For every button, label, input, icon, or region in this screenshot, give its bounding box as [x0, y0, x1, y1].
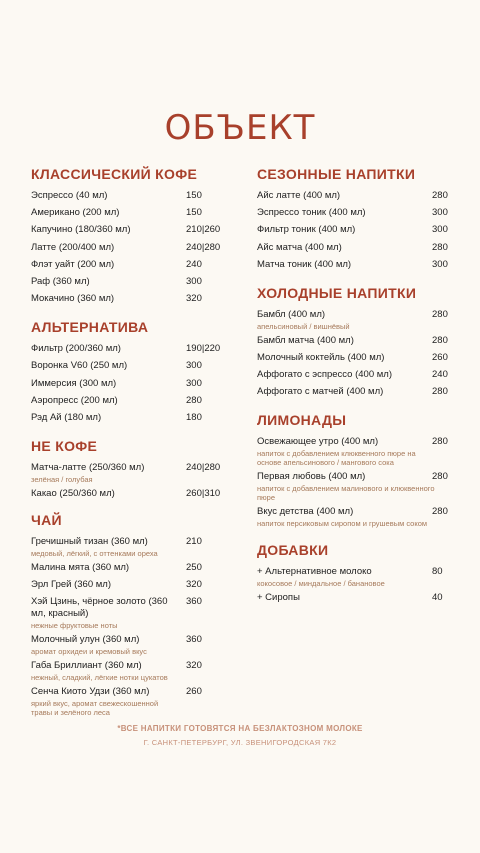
item-price: 320: [186, 579, 202, 591]
item-price: 280: [432, 506, 448, 518]
section-title: СЕЗОННЫЕ НАПИТКИ: [257, 166, 416, 182]
item-name: Аффогато с матчей (400 мл): [257, 386, 384, 398]
item-name: Сенча Киото Удзи (360 мл): [31, 686, 150, 698]
item-name: Айс латте (400 мл): [257, 190, 341, 201]
item-name: Айс матча (400 мл): [257, 241, 342, 253]
item-name: Флэт уайт (200 мл): [31, 258, 115, 270]
menu-item: [257, 190, 457, 202]
menu-item: [31, 190, 231, 202]
item-price: 320: [186, 293, 202, 305]
item-price: 280: [432, 436, 448, 448]
item-price: 300: [186, 360, 202, 372]
item-price: 250: [186, 561, 202, 573]
item-price: 210: [186, 535, 202, 547]
item-name: Эспрессо (40 мл): [31, 190, 108, 201]
menu-item: [31, 395, 231, 407]
menu-item: [257, 436, 457, 467]
item-name: Мокачино (360 мл): [31, 293, 115, 305]
item-name: Бамбл (400 мл): [257, 308, 326, 320]
item-price: 260|310: [186, 487, 221, 499]
item-name: Раф (360 мл): [31, 275, 90, 287]
item-price: 280: [432, 386, 448, 398]
item-price: 150: [186, 190, 202, 201]
menu-item: [31, 596, 231, 630]
menu-item: [31, 686, 231, 717]
menu-item: [257, 386, 457, 398]
item-name: Фильтр тоник (400 мл): [257, 224, 356, 236]
menu-item: [31, 242, 231, 254]
item-price: 360: [186, 634, 202, 646]
item-description: кокосовое / миндальное / банановое: [257, 579, 385, 589]
item-name: Освежающее утро (400 мл): [257, 436, 379, 448]
menu-column-left: [31, 164, 231, 721]
item-name: Американо (200 мл): [31, 207, 120, 219]
footer-address: Г. САНКТ-ПЕТЕРБУРГ, УЛ. ЗВЕНИГОРОДСКАЯ 7К2: [143, 738, 337, 747]
menu-item: [257, 309, 457, 331]
section-title: КЛАССИЧЕСКИЙ КОФЕ: [31, 166, 198, 182]
menu-section: [31, 164, 231, 305]
item-name: Фильтр (200/360 мл): [31, 343, 121, 355]
item-name: Хэй Цзинь, чёрное золото (360 мл, красный): [31, 596, 168, 620]
item-name: + Сиропы: [257, 592, 300, 604]
menu-item: [257, 259, 457, 271]
item-name: Бамбл матча (400 мл): [257, 334, 354, 346]
item-price: 260: [186, 686, 202, 698]
section-title: ЛИМОНАДЫ: [257, 412, 347, 429]
menu-item: [31, 634, 231, 656]
menu-item: [31, 343, 231, 355]
item-price: 280: [432, 308, 448, 320]
item-price: 300: [186, 377, 202, 389]
menu-section: [257, 164, 457, 271]
menu-item: [31, 660, 231, 682]
item-description: напиток с добавлением клюквенного пюре на основе апельсинового / мангового сока: [257, 449, 416, 468]
item-name: Эспрессо тоник (400 мл): [257, 207, 366, 219]
menu-item: [31, 579, 231, 591]
item-description: нежные фруктовые ноты: [31, 621, 118, 631]
item-price: 260: [432, 351, 448, 363]
menu-item: [257, 207, 457, 219]
item-name: Рэд Ай (180 мл): [31, 411, 102, 423]
menu-section: [257, 540, 457, 604]
menu-section: [31, 317, 231, 424]
item-price: 210|260: [186, 224, 221, 236]
item-name: Первая любовь (400 мл): [257, 471, 366, 483]
item-price: 300: [432, 207, 448, 219]
item-price: 280: [432, 241, 448, 253]
menu-item: [257, 566, 457, 588]
menu-item: [31, 488, 231, 500]
menu-item: [257, 352, 457, 364]
menu-section: [31, 510, 231, 717]
item-price: 80: [432, 566, 443, 578]
footer-note: *ВСЕ НАПИТКИ ГОТОВЯТСЯ НА БЕЗЛАКТОЗНОМ МОЛОКЕ: [117, 724, 363, 733]
item-description: напиток персиковым сиропом и грушевым соком: [257, 519, 428, 529]
item-name: Иммерсия (300 мл): [31, 377, 117, 389]
section-title: АЛЬТЕРНАТИВА: [31, 319, 149, 336]
menu-item: [31, 378, 231, 390]
item-name: Латте (200/400 мл): [31, 241, 115, 253]
item-name: Аэропресс (200 мл): [31, 394, 118, 406]
item-name: Габа Бриллиант (360 мл): [31, 660, 142, 672]
item-description: напиток с добавлением малинового и клюквенного пюре: [257, 484, 435, 503]
menu-item: [257, 369, 457, 381]
item-name: Аффогато с эспрессо (400 мл): [257, 369, 392, 381]
item-price: 240: [186, 258, 202, 270]
item-name: Вкус детства (400 мл): [257, 506, 354, 518]
item-name: Эрл Грей (360 мл): [31, 579, 111, 591]
item-description: аромат орхидеи и кремовый вкус: [31, 647, 147, 657]
item-price: 190|220: [186, 343, 221, 355]
menu-section: [257, 283, 457, 399]
item-description: яркий вкус, аромат свежескошенной травы и зелёного леса: [31, 699, 159, 718]
menu-item: [257, 242, 457, 254]
menu-item: [31, 224, 231, 236]
item-description: медовый, лёгкий, с оттенками ореха: [31, 548, 158, 558]
item-description: апельсиновый / вишнёвый: [257, 321, 350, 331]
menu-item: [31, 536, 231, 558]
item-description: нежный, сладкий, лёгкие нотки цукатов: [31, 673, 168, 683]
menu-item: [257, 592, 457, 604]
menu-item: [257, 506, 457, 528]
section-title: НЕ КОФЕ: [31, 437, 98, 454]
menu-section: [257, 410, 457, 528]
item-name: Молочный улун (360 мл): [31, 634, 140, 646]
item-price: 240: [432, 369, 448, 381]
item-price: 280: [186, 394, 202, 406]
item-price: 40: [432, 592, 443, 604]
item-description: зелёная / голубая: [31, 474, 93, 484]
item-price: 300: [186, 275, 202, 287]
item-name: Матча тоник (400 мл): [257, 258, 352, 270]
item-name: Матча-латте (250/360 мл): [31, 461, 145, 473]
menu-item: [31, 259, 231, 271]
item-price: 150: [186, 207, 202, 219]
item-price: 280: [432, 471, 448, 483]
brand-logo: [0, 108, 480, 148]
menu-item: [31, 207, 231, 219]
menu-section: [31, 436, 231, 500]
item-name: Гречишный тизан (360 мл): [31, 535, 148, 547]
menu-item: [257, 224, 457, 236]
section-title: ДОБАВКИ: [257, 542, 329, 559]
menu-item: [31, 562, 231, 574]
item-price: 240|280: [186, 461, 221, 473]
item-name: Капучино (180/360 мл): [31, 224, 131, 236]
section-title: ЧАЙ: [31, 511, 62, 528]
menu-item: [31, 293, 231, 305]
item-name: Какао (250/360 мл): [31, 487, 115, 499]
section-title: ХОЛОДНЫЕ НАПИТКИ: [257, 284, 417, 301]
item-price: 180: [186, 411, 202, 423]
item-price: 280: [432, 190, 448, 201]
item-price: 360: [186, 596, 202, 608]
item-name: Воронка V60 (250 мл): [31, 360, 128, 372]
menu-item: [31, 412, 231, 424]
item-price: 300: [432, 258, 448, 270]
item-name: + Альтернативное молоко: [257, 566, 372, 578]
item-price: 300: [432, 224, 448, 236]
menu-item: [31, 276, 231, 288]
menu-item: [257, 471, 457, 502]
item-price: 280: [432, 334, 448, 346]
menu-item: [31, 360, 231, 372]
menu-item: [257, 335, 457, 347]
item-name: Малина мята (360 мл): [31, 561, 130, 573]
item-name: Молочный коктейль (400 мл): [257, 351, 385, 363]
item-price: 240|280: [186, 241, 221, 253]
item-price: 320: [186, 660, 202, 672]
menu-item: [31, 462, 231, 484]
menu-column-right: [257, 164, 457, 610]
brand-name: ОБЪЕКТ: [164, 108, 316, 148]
